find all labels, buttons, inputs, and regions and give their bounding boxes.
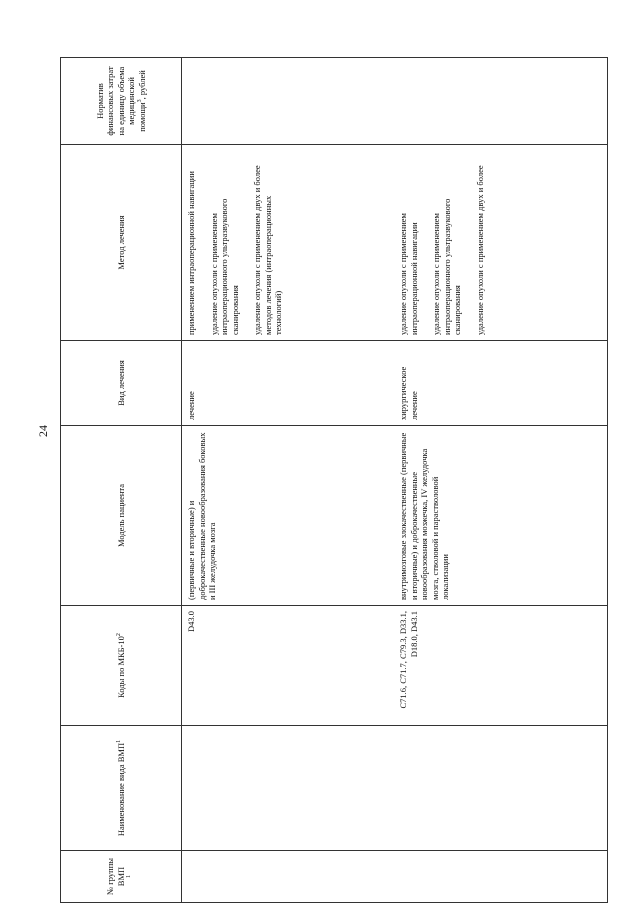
table-body-row (182, 58, 608, 903)
header-treatment-type: Вид лечения (61, 341, 182, 426)
row1-patient-model: (первичные и вторичные) и доброкачественные новообразования боковых и III желудочка мозга (186, 432, 217, 600)
row1-method-2: удаление опухоли с применением интраоперационного ультразвукового сканирования (208, 198, 240, 335)
cell-treatment-type (182, 341, 608, 426)
cell-treatment-method (182, 145, 608, 341)
row1-method-3: удаление опухоли с применением двух и более методов лечения (интраоперационных технологий) (252, 165, 283, 335)
row2-treatment-type: хирургическое лечение (398, 366, 419, 420)
row2-patient-model: внутримозговые злокачественные (первичные и вторичные) и доброкачественные новообразования мозжечка, IV желудочка мозга, стволовой и парастволовой локализации (398, 432, 450, 600)
header-vmp-name: Наименование вида ВМП$^1$ (61, 726, 182, 851)
header-group-no: № группы ВМП $^1$ (61, 851, 182, 903)
row1-icd-code: D43.0 (186, 611, 196, 633)
vmp-table (60, 57, 608, 903)
cell-vmp-name (182, 726, 608, 851)
cell-cost-norm (182, 58, 608, 145)
row1-treatment-type: лечение (186, 391, 196, 420)
cell-group-no (182, 851, 608, 903)
row2-treatment-methods (394, 145, 489, 340)
header-treatment-method: Метод лечения (61, 145, 182, 341)
rotated-page (60, 58, 608, 903)
row2-icd-code: C71.6, C71.7, C79.3, D33.1, D18.0, D43.1 (398, 611, 419, 709)
row1-treatment-methods (182, 145, 394, 340)
page-number: 24 (36, 425, 50, 437)
row1-method-1: применением интраоперационной навигации (186, 171, 196, 335)
cell-patient-model (182, 426, 608, 606)
header-patient-model: Модель пациента (61, 426, 182, 606)
row2-method-2: удаление опухоли с применением интраоперационного ультразвукового сканирования (431, 198, 462, 335)
cell-icd-codes (182, 606, 608, 726)
table-header-row (61, 58, 182, 903)
row2-method-3: удаление опухоли с применением двух и более (474, 165, 485, 335)
header-cost-norm: Норматив финансовых затрат на единицу объема медицинской помощи$^3$, рублей (61, 58, 182, 145)
header-icd-codes: Коды по МКБ-$10^2$ (61, 606, 182, 726)
row2-method-1: удаление опухоли с применением интраоперационной навигации (398, 213, 419, 335)
